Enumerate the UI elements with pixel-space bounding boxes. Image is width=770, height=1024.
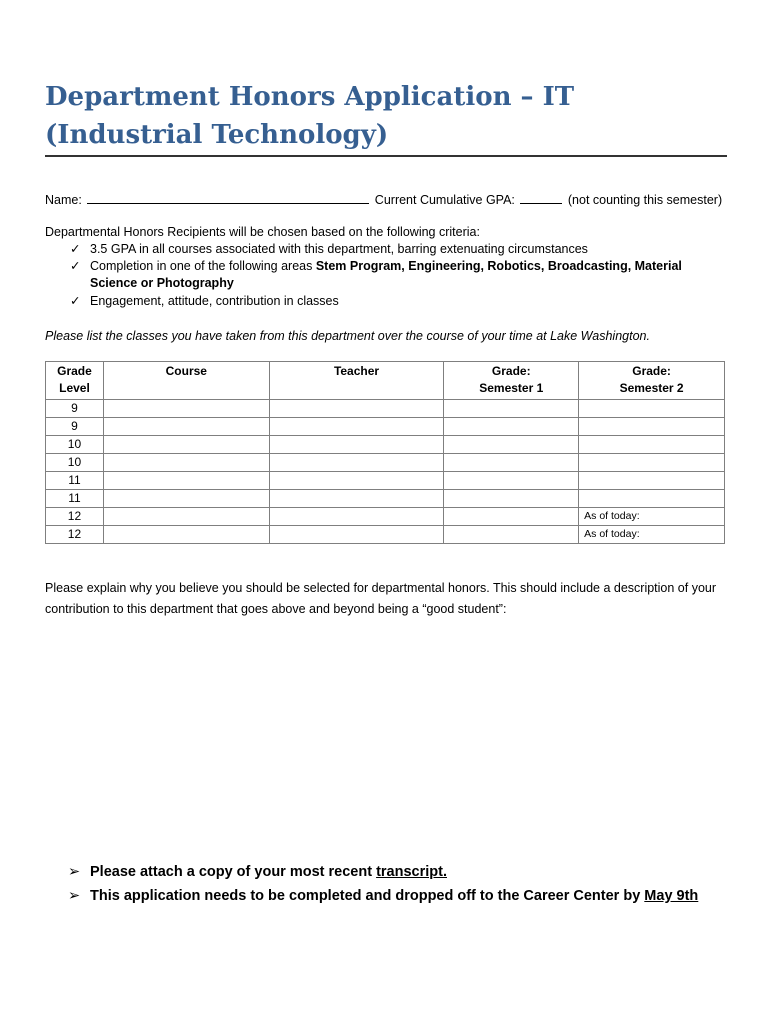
teacher-cell[interactable] — [269, 436, 444, 454]
teacher-cell[interactable] — [269, 490, 444, 508]
course-cell[interactable] — [103, 508, 269, 526]
grade-level-cell: 12 — [46, 508, 104, 526]
grade-level-cell: 9 — [46, 418, 104, 436]
deadline-date: May 9th — [644, 888, 699, 904]
checkmark-icon: ✓ — [70, 259, 81, 273]
course-cell[interactable] — [103, 436, 269, 454]
table-row — [46, 472, 725, 490]
course-cell[interactable] — [103, 418, 269, 436]
criteria-item-text — [90, 258, 730, 292]
transcript-text: transcript. — [376, 864, 447, 880]
teacher-cell[interactable] — [269, 400, 444, 418]
semester-2-grade-cell[interactable] — [579, 436, 725, 454]
semester-1-grade-cell[interactable] — [444, 490, 579, 508]
semester-2-grade-cell[interactable]: As of today: — [579, 508, 725, 526]
header-course: Course — [103, 362, 269, 400]
semester-1-grade-cell[interactable] — [444, 436, 579, 454]
footer-instructions — [68, 860, 698, 908]
name-gpa-row — [45, 191, 722, 209]
table-row — [46, 418, 725, 436]
footer-item-deadline: ➢ This application needs to be completed and dropped off to the Career Center by May 9th — [68, 884, 698, 908]
grade-level-cell: 11 — [46, 472, 104, 490]
semester-1-grade-cell[interactable] — [444, 526, 579, 544]
semester-1-grade-cell[interactable] — [444, 418, 579, 436]
grade-level-cell: 11 — [46, 490, 104, 508]
teacher-cell[interactable] — [269, 508, 444, 526]
arrow-bullet-icon: ➢ — [68, 864, 81, 880]
list-instruction: Please list the classes you have taken from this department over the course of your time at Lake Washington. — [45, 329, 650, 343]
criteria-item-gpa — [70, 241, 730, 258]
course-cell[interactable] — [103, 472, 269, 490]
criteria-intro: Departmental Honors Recipients will be chosen based on the following criteria: — [45, 225, 480, 239]
header-semester-1: Grade: Semester 1 — [444, 362, 579, 400]
semester-2-grade-cell[interactable] — [579, 472, 725, 490]
grade-level-cell: 10 — [46, 436, 104, 454]
semester-2-grade-cell[interactable] — [579, 454, 725, 472]
title-divider — [45, 155, 727, 157]
semester-2-grade-cell[interactable] — [579, 490, 725, 508]
page-title: Department Honors Application – IT (Industrial Technology) — [45, 82, 575, 150]
table-row — [46, 436, 725, 454]
table-row — [46, 454, 725, 472]
teacher-cell[interactable] — [269, 418, 444, 436]
semester-2-grade-cell[interactable]: As of today: — [579, 526, 725, 544]
course-cell[interactable] — [103, 490, 269, 508]
criteria-item-engagement — [70, 293, 730, 310]
course-cell[interactable] — [103, 526, 269, 544]
explain-prompt: Please explain why you believe you should be selected for departmental honors. This should include a description of your contribution to this department that goes above and beyond being a “good student”: — [45, 581, 717, 616]
gpa-label: Current Cumulative GPA: — [374, 193, 515, 207]
teacher-cell[interactable] — [269, 454, 444, 472]
table-row — [46, 526, 725, 544]
criteria-item-text: 3.5 GPA in all courses associated with this department, barring extenuating circumstances — [90, 242, 588, 256]
semester-1-grade-cell[interactable] — [444, 508, 579, 526]
criteria-item-completion — [70, 258, 730, 292]
arrow-bullet-icon: ➢ — [68, 888, 81, 904]
course-cell[interactable] — [103, 454, 269, 472]
grade-level-cell: 10 — [46, 454, 104, 472]
name-label: Name: — [45, 193, 82, 207]
header-grade-level: Grade Level — [46, 362, 104, 400]
semester-1-grade-cell[interactable] — [444, 454, 579, 472]
course-cell[interactable] — [103, 400, 269, 418]
semester-2-grade-cell[interactable] — [579, 418, 725, 436]
semester-1-grade-cell[interactable] — [444, 400, 579, 418]
teacher-cell[interactable] — [269, 472, 444, 490]
criteria-item-text: Engagement, attitude, contribution in classes — [90, 294, 339, 308]
criteria-item-prefix: Completion in one of the following areas — [90, 259, 316, 273]
grade-level-cell: 12 — [46, 526, 104, 544]
criteria-item-areas: Stem Program, Engineering, Robotics, Broadcasting, Material Science or Photography — [90, 259, 682, 290]
teacher-cell[interactable] — [269, 526, 444, 544]
checkmark-icon: ✓ — [70, 242, 81, 256]
table-row — [46, 508, 725, 526]
classes-table — [45, 361, 725, 544]
header-semester-2: Grade: Semester 2 — [579, 362, 725, 400]
gpa-field[interactable] — [520, 191, 562, 204]
semester-1-grade-cell[interactable] — [444, 472, 579, 490]
header-teacher: Teacher — [269, 362, 444, 400]
table-row — [46, 400, 725, 418]
grade-level-cell: 9 — [46, 400, 104, 418]
gpa-note: (not counting this semester) — [567, 193, 723, 207]
table-row — [46, 490, 725, 508]
name-field[interactable] — [87, 191, 369, 204]
checkmark-icon: ✓ — [70, 294, 81, 308]
semester-2-grade-cell[interactable] — [579, 400, 725, 418]
footer-item-transcript: ➢ Please attach a copy of your most recent transcript. — [68, 860, 698, 884]
table-header-row — [46, 362, 725, 400]
